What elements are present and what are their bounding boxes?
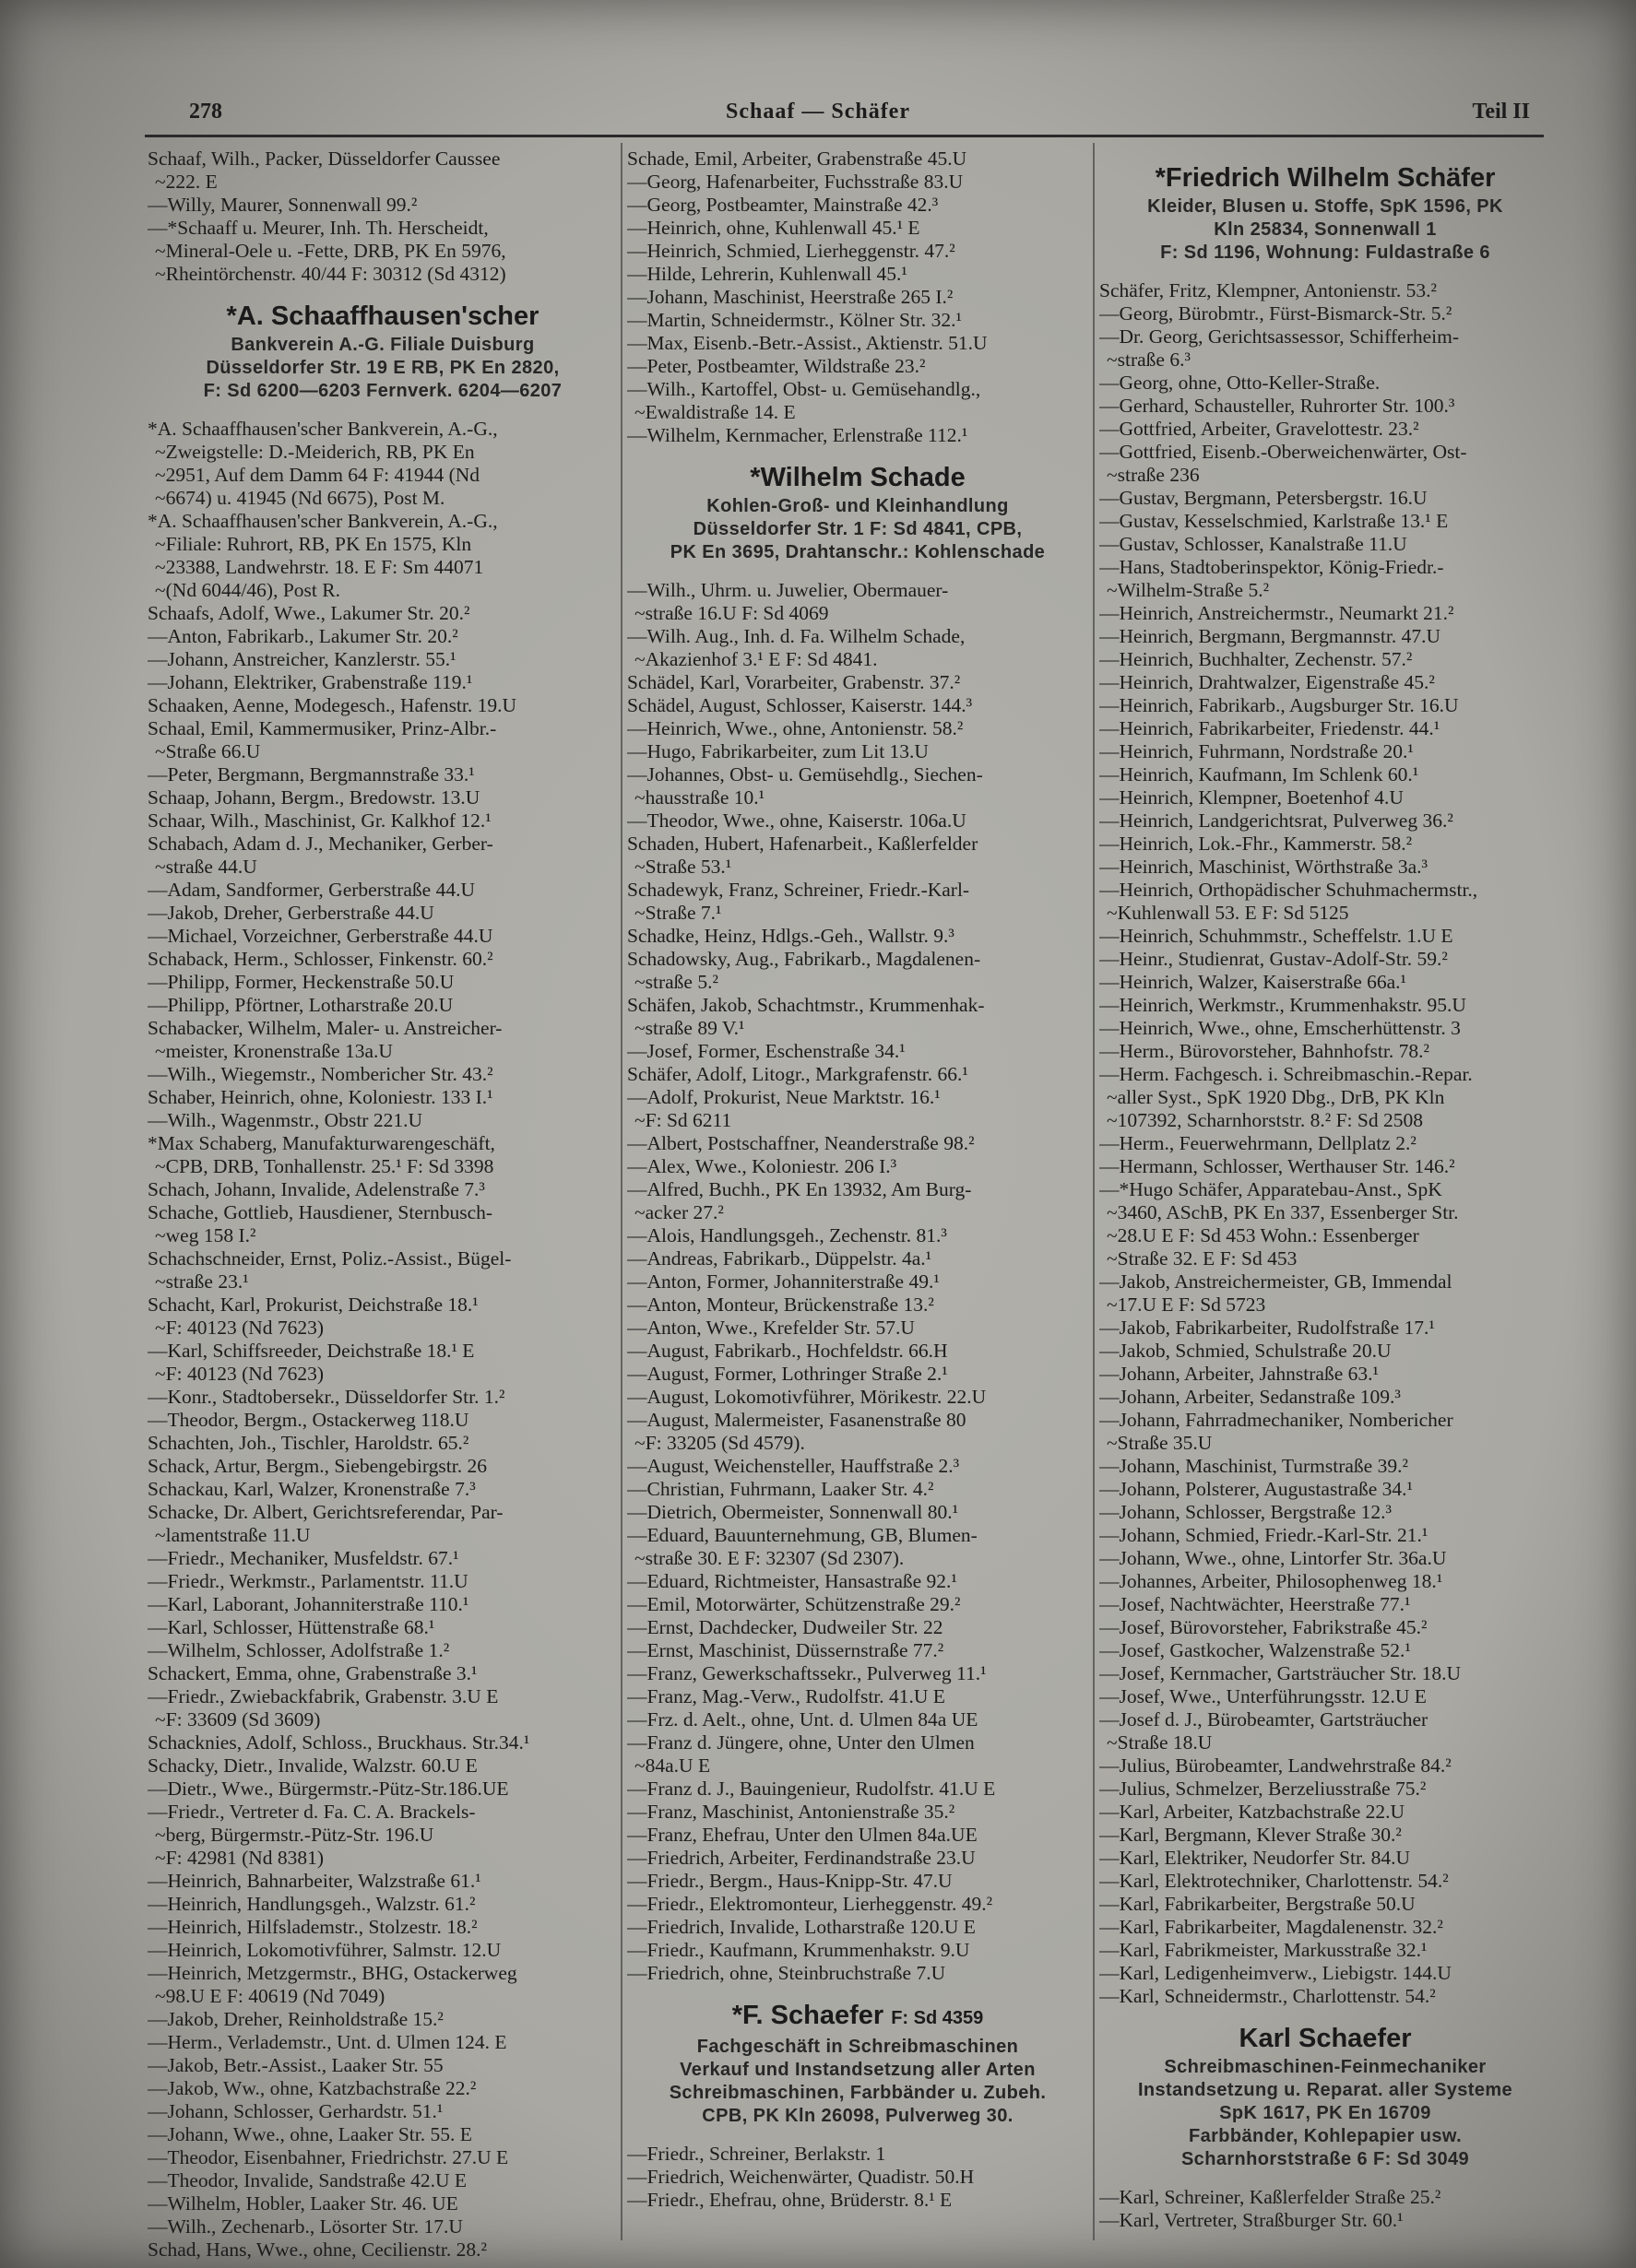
directory-entry-line: ~hausstraße 10.¹ (634, 786, 765, 809)
advertisement-line: Verkauf und Instandsetzung aller Arten (680, 2060, 1036, 2080)
directory-entry-line: —Adam, Sandformer, Gerberstraße 44.U (148, 879, 475, 901)
directory-entry-line: ~F: 40123 (Nd 7623) (155, 1317, 325, 1339)
directory-entry-line: —Friedr., Schreiner, Berlakstr. 1 (627, 2143, 886, 2165)
directory-entry-line: Schacke, Dr. Albert, Gerichtsreferendar, Par- (148, 1501, 504, 1523)
directory-entry-line: —Friedr., Kaufmann, Krummenhakstr. 9.U (627, 1939, 970, 1961)
directory-entry-line: ~Zweigstelle: D.-Meiderich, RB, PK En (155, 441, 475, 463)
advertisement-line: Düsseldorfer Str. 19 E RB, PK En 2820, (206, 358, 560, 378)
directory-entry-line: —Wilh., Zechenarb., Lösorter Str. 17.U (148, 2215, 463, 2238)
directory-entry-line: —Johann, Fahrradmechaniker, Nombericher (1099, 1409, 1453, 1431)
directory-entry-line: —Friedr., Elektromonteur, Lierheggenstr. 49.² (627, 1893, 993, 1915)
directory-entry-line: —Karl, Fabrikmeister, Markusstraße 32.¹ (1099, 1939, 1428, 1961)
directory-entry-line: ~Kuhlenwall 53. E F: Sd 5125 (1107, 902, 1349, 924)
directory-entry-line: —Wilh. Aug., Inh. d. Fa. Wilhelm Schade, (627, 625, 966, 647)
directory-entry-line: —Heinrich, Handlungsgeh., Walzstr. 61.² (148, 1893, 476, 1915)
directory-entry-line: —Heinrich, Schuhmmstr., Scheffelstr. 1.U E (1099, 925, 1453, 947)
directory-entry-line: —Peter, Postbeamter, Wildstraße 23.² (627, 355, 926, 377)
directory-entry-line: Schack, Artur, Bergm., Siebengebirgstr. 26 (148, 1455, 487, 1477)
directory-entry-line: —Julius, Bürobeamter, Landwehrstraße 84.² (1099, 1754, 1452, 1777)
directory-entry-line: Schaap, Johann, Bergm., Bredowstr. 13.U (148, 786, 480, 809)
directory-entry-line: —Hans, Stadtoberinspektor, König-Friedr.- (1099, 556, 1444, 578)
directory-entry-line: ~Straße 18.U (1107, 1731, 1213, 1754)
directory-entry-line: ~Straße 66.U (155, 740, 261, 762)
directory-entry-line: —Theodor, Wwe., ohne, Kaiserstr. 106a.U (627, 809, 966, 832)
directory-entry-line: —Wilh., Kartoffel, Obst- u. Gemüsehandlg., (627, 378, 981, 400)
directory-entry-line: *Max Schaberg, Manufakturwarengeschäft, (148, 1132, 495, 1154)
directory-entry-line: Schädel, August, Schlosser, Kaiserstr. 144.³ (627, 694, 973, 716)
directory-entry-line: —Johann, Wwe., ohne, Lintorfer Str. 36a.U (1099, 1547, 1447, 1569)
directory-entry-line: —Franz, Mag.-Verw., Rudolfstr. 41.U E (627, 1685, 945, 1707)
directory-entry-line: Schaback, Herm., Schlosser, Finkenstr. 60.² (148, 948, 493, 970)
directory-entry-line: —August, Fabrikarb., Hochfeldstr. 66.H (627, 1340, 948, 1362)
directory-entry-line: —Herm. Fachgesch. i. Schreibmaschin.-Repar. (1099, 1063, 1473, 1085)
directory-entry-line: —Wilh., Wiegemstr., Nombericher Str. 43.² (148, 1063, 493, 1085)
directory-entry-line: —Wilhelm, Kernmacher, Erlenstraße 112.¹ (627, 424, 968, 446)
directory-entry-line: —Johann, Wwe., ohne, Laaker Str. 55. E (148, 2123, 472, 2145)
directory-entry-line: ~straße 44.U (155, 856, 257, 878)
directory-entry-line: —Heinrich, Fabrikarbeiter, Friedenstr. 44.¹ (1099, 717, 1440, 739)
directory-entry-line: ~Straße 7.¹ (634, 902, 722, 924)
directory-entry-line: —August, Former, Lothringer Straße 2.¹ (627, 1363, 948, 1385)
directory-entry-line: ~23388, Landwehrstr. 18. E F: Sm 44071 (155, 556, 484, 578)
directory-entry-line: Schäfer, Adolf, Litogr., Markgrafenstr. 66.¹ (627, 1063, 968, 1085)
directory-entry-line: —Heinrich, Walzer, Kaiserstraße 66a.¹ (1099, 971, 1406, 993)
advertisement-box (1099, 2021, 1551, 2171)
directory-entry-line: Schaaf, Wilh., Packer, Düsseldorfer Caussee (148, 148, 501, 170)
directory-entry-line: ~222. E (155, 171, 218, 193)
directory-entry-line: ~Ewaldistraße 14. E (634, 401, 796, 423)
directory-entry-line: Schachschneider, Ernst, Poliz.-Assist., Bügel- (148, 1247, 512, 1270)
directory-entry-line: —Heinr., Studienrat, Gustav-Adolf-Str. 59.² (1099, 948, 1448, 970)
directory-entry-line: —Karl, Elektrotechniker, Charlottenstr. 54.² (1099, 1870, 1449, 1892)
directory-entry-line: —Wilh., Uhrm. u. Juwelier, Obermauer- (627, 579, 949, 601)
advertisement-line: Schreibmaschinen, Farbbänder u. Zubeh. (669, 2083, 1047, 2103)
directory-entry-line: Schach, Johann, Invalide, Adelenstraße 7.³ (148, 1178, 485, 1200)
directory-entry-line: —Philipp, Former, Heckenstraße 50.U (148, 971, 455, 993)
directory-entry-line: —Friedrich, Arbeiter, Ferdinandstraße 23.U (627, 1847, 976, 1869)
directory-entry-line: —Dietrich, Obermeister, Sonnenwall 80.¹ (627, 1501, 959, 1523)
column-2 (627, 148, 1088, 2212)
directory-entry-line: —Karl, Fabrikarbeiter, Magdalenenstr. 32.² (1099, 1916, 1443, 1938)
directory-entry-line: Schabach, Adam d. J., Mechaniker, Gerber- (148, 833, 493, 855)
directory-entry-line: —Heinrich, Schmied, Lierheggenstr. 47.² (627, 240, 955, 262)
directory-entry-line: —Georg, Hafenarbeiter, Fuchsstraße 83.U (627, 171, 964, 193)
directory-entry-line: —August, Lokomotivführer, Mörikestr. 22.U (627, 1386, 987, 1408)
directory-entry-line: —Eduard, Bauunternehmung, GB, Blumen- (627, 1524, 978, 1546)
directory-entry-line: —Philipp, Pförtner, Lotharstraße 20.U (148, 994, 454, 1016)
directory-entry-line: —Friedr., Werkmstr., Parlamentstr. 11.U (148, 1570, 468, 1592)
directory-entry-line: —Gustav, Bergmann, Petersbergstr. 16.U (1099, 487, 1428, 509)
directory-entry-line: —Ernst, Maschinist, Düssernstraße 77.² (627, 1639, 944, 1661)
directory-entry-line: —Josef, Wwe., Unterführungsstr. 12.U E (1099, 1685, 1427, 1707)
directory-entry-line: Schäfer, Fritz, Klempner, Antonienstr. 53.² (1099, 279, 1437, 301)
directory-entry-line: —Karl, Ledigenheimverw., Liebigstr. 144.U (1099, 1962, 1452, 1984)
directory-entry-line: —Karl, Elektriker, Neudorfer Str. 84.U (1099, 1847, 1411, 1869)
directory-entry-line: —Friedrich, Invalide, Lotharstraße 120.U E (627, 1916, 976, 1938)
directory-entry-line: *A. Schaaffhausen'scher Bankverein, A.-G., (148, 418, 498, 440)
directory-entry-line: ~straße 6.³ (1107, 348, 1191, 371)
directory-entry-line: —Herm., Bürovorsteher, Bahnhofstr. 78.² (1099, 1040, 1429, 1062)
directory-entry-line: ~straße 236 (1107, 464, 1200, 486)
directory-entry-line: ~Mineral-Oele u. -Fette, DRB, PK En 5976, (155, 240, 506, 262)
column-3 (1099, 148, 1551, 2232)
directory-entry-line: —Gottfried, Arbeiter, Gravelottestr. 23.² (1099, 418, 1419, 440)
directory-entry-line: —Franz, Gewerkschaftssekr., Pulverweg 11.¹ (627, 1662, 987, 1684)
advertisement-line: Kleider, Blusen u. Stoffe, SpK 1596, PK (1147, 196, 1503, 217)
directory-entry-line: —Hugo, Fabrikarbeiter, zum Lit 13.U (627, 740, 929, 762)
directory-entry-line: —Johannes, Obst- u. Gemüsehdlg., Siechen- (627, 763, 983, 786)
directory-entry-line: —Johann, Polsterer, Augustastraße 34.¹ (1099, 1478, 1413, 1500)
directory-entry-line: —Georg, Bürobmtr., Fürst-Bismarck-Str. 5.² (1099, 302, 1452, 325)
advertisement-line: CPB, PK Kln 26098, Pulverweg 30. (702, 2106, 1014, 2126)
directory-entry-line: —Anton, Wwe., Krefelder Str. 57.U (627, 1317, 915, 1339)
directory-entry-line: Schacky, Dietr., Invalide, Walzstr. 60.U E (148, 1754, 478, 1777)
advertisement-title (148, 299, 618, 334)
directory-entry-line: —Johann, Anstreicher, Kanzlerstr. 55.¹ (148, 648, 456, 670)
directory-entry-line: —Heinrich, Klempner, Boetenhof 4.U (1099, 786, 1404, 809)
directory-entry-line: ~2951, Auf dem Damm 64 F: 41944 (Nd (155, 464, 480, 486)
directory-entry-line: —Alex, Wwe., Koloniestr. 206 I.³ (627, 1155, 897, 1177)
directory-entry-line: —Johann, Arbeiter, Jahnstraße 63.¹ (1099, 1363, 1379, 1385)
directory-entry-line: —Friedr., Vertreter d. Fa. C. A. Brackels- (148, 1801, 476, 1823)
directory-entry-line: —Heinrich, ohne, Kuhlenwall 45.¹ E (627, 217, 920, 239)
directory-entry-line: —Martin, Schneidermstr., Kölner Str. 32.¹ (627, 309, 962, 331)
advertisement-title (1099, 160, 1551, 195)
directory-entry-line: —Friedr., Zwiebackfabrik, Grabenstr. 3.U E (148, 1685, 499, 1707)
directory-entry-line: —Johannes, Arbeiter, Philosophenweg 18.¹ (1099, 1570, 1443, 1592)
directory-entry-line: —Adolf, Prokurist, Neue Marktstr. 16.¹ (627, 1086, 941, 1108)
advertisement-line: F: Sd 6200—6203 Fernverk. 6204—6207 (203, 381, 563, 401)
directory-entry-line: Schaber, Heinrich, ohne, Koloniestr. 133 I.¹ (148, 1086, 493, 1108)
directory-entry-line: ~17.U E F: Sd 5723 (1107, 1293, 1266, 1316)
directory-entry-line: —Dietr., Wwe., Bürgermstr.-Pütz-Str.186.UE (148, 1778, 509, 1800)
directory-entry-line: —Theodor, Bergm., Ostackerweg 118.U (148, 1409, 469, 1431)
advertisement-line: Kln 25834, Sonnenwall 1 (1214, 219, 1437, 240)
directory-entry-line: ~84a.U E (634, 1754, 711, 1777)
directory-entry-line: —Karl, Arbeiter, Katzbachstraße 22.U (1099, 1801, 1405, 1823)
advertisement-line: Bankverein A.-G. Filiale Duisburg (231, 335, 535, 355)
directory-entry-line: —Karl, Schlosser, Hüttenstraße 68.¹ (148, 1616, 435, 1638)
directory-entry-line: —Wilhelm, Schlosser, Adolfstraße 1.² (148, 1639, 450, 1661)
directory-entry-line: —Friedrich, Weichenwärter, Quadistr. 50.H (627, 2166, 975, 2188)
directory-entry-line: —Konr., Stadtobersekr., Düsseldorfer Str. 1.² (148, 1386, 505, 1408)
column-divider (1093, 143, 1095, 2240)
directory-entry-line: ~Filiale: Ruhrort, RB, PK En 1575, Kln (155, 533, 472, 555)
page-number: 278 (189, 100, 222, 124)
directory-entry-line: —Albert, Postschaffner, Neanderstraße 98.² (627, 1132, 975, 1154)
directory-entry-line: Schadowsky, Aug., Fabrikarb., Magdalenen- (627, 948, 981, 970)
directory-entry-line: Schade, Emil, Arbeiter, Grabenstraße 45.U (627, 148, 967, 170)
directory-entry-line: Schädel, Karl, Vorarbeiter, Grabenstr. 37.² (627, 671, 961, 693)
directory-entry-line: ~(Nd 6044/46), Post R. (155, 579, 340, 601)
advertisement-line: Scharnhorststraße 6 F: Sd 3049 (1180, 2149, 1470, 2169)
directory-entry-line: —Heinrich, Anstreichermstr., Neumarkt 21.² (1099, 602, 1454, 624)
directory-entry-line: —*Schaaff u. Meurer, Inh. Th. Herscheidt, (148, 217, 489, 239)
directory-entry-line: —Heinrich, Werkmstr., Krummenhakstr. 95.U (1099, 994, 1466, 1016)
directory-entry-line: —Friedr., Mechaniker, Musfeldstr. 67.¹ (148, 1547, 459, 1569)
advertisement-title-text: *F. Schaefer (731, 2001, 884, 2030)
directory-entry-line: —Heinrich, Lok.-Fhr., Kammerstr. 58.² (1099, 833, 1413, 855)
directory-entry-line: ~Straße 32. E F: Sd 453 (1107, 1247, 1298, 1270)
directory-entry-line: *A. Schaaffhausen'scher Bankverein, A.-G., (148, 510, 498, 532)
directory-entry-line: ~F: 40123 (Nd 7623) (155, 1363, 325, 1385)
directory-entry-line: —Jakob, Betr.-Assist., Laaker Str. 55 (148, 2054, 444, 2076)
directory-entry-line: —Josef, Bürovorsteher, Fabrikstraße 45.² (1099, 1616, 1428, 1638)
directory-entry-line: ~Straße 35.U (1107, 1432, 1213, 1454)
directory-entry-line: Schachten, Joh., Tischler, Haroldstr. 65.² (148, 1432, 469, 1454)
directory-entry-line: ~aller Syst., SpK 1920 Dbg., DrB, PK Kln (1107, 1086, 1445, 1108)
directory-entry-line: —Jakob, Fabrikarbeiter, Rudolfstraße 17.¹ (1099, 1317, 1435, 1339)
advertisement-title-text: *A. Schaaffhausen'scher (226, 301, 539, 331)
directory-entry-line: —Herm., Feuerwehrmann, Dellplatz 2.² (1099, 1132, 1417, 1154)
directory-entry-line: —Herm., Verlademstr., Unt. d. Ulmen 124. E (148, 2031, 507, 2053)
directory-entry-line: Schadewyk, Franz, Schreiner, Friedr.-Karl- (627, 879, 970, 901)
directory-entry-line: —Georg, ohne, Otto-Keller-Straße. (1099, 372, 1381, 394)
directory-entry-line: —Karl, Fabrikarbeiter, Bergstraße 50.U (1099, 1893, 1416, 1915)
directory-entry-line: Schacknies, Adolf, Schloss., Bruckhaus. Str.34.¹ (148, 1731, 530, 1754)
directory-entry-line: —Heinrich, Wwe., ohne, Antonienstr. 58.² (627, 717, 964, 739)
directory-entry-line: —Josef, Nachtwächter, Heerstraße 77.¹ (1099, 1593, 1411, 1615)
advertisement-line: Instandsetzung u. Reparat. aller Systeme (1137, 2080, 1513, 2100)
directory-entry-line: —Josef, Former, Eschenstraße 34.¹ (627, 1040, 906, 1062)
advertisement-title-text: Karl Schaefer (1239, 2024, 1412, 2053)
directory-entry-line: ~straße 89 V.¹ (634, 1017, 745, 1039)
directory-entry-line: Schaal, Emil, Kammermusiker, Prinz-Albr.- (148, 717, 497, 739)
directory-entry-line: Schacht, Karl, Prokurist, Deichstraße 18.¹ (148, 1293, 479, 1316)
directory-entry-line: Schäfen, Jakob, Schachtmstr., Krummenhak- (627, 994, 985, 1016)
directory-entry-line: ~meister, Kronenstraße 13a.U (155, 1040, 393, 1062)
directory-entry-line: —Gerhard, Schausteller, Ruhrorter Str. 100.³ (1099, 395, 1455, 417)
directory-entry-line: —Theodor, Eisenbahner, Friedrichstr. 27.U E (148, 2146, 509, 2168)
directory-entry-line: —Hermann, Schlosser, Werthauser Str. 146.² (1099, 1155, 1455, 1177)
directory-entry-line: ~6674) u. 41945 (Nd 6675), Post M. (155, 487, 445, 509)
directory-entry-line: —Johann, Elektriker, Grabenstraße 119.¹ (148, 671, 473, 693)
column-1 (148, 148, 618, 2262)
directory-entry-line: ~weg 158 I.² (155, 1224, 256, 1246)
directory-entry-line: —Eduard, Richtmeister, Hansastraße 92.¹ (627, 1570, 957, 1592)
directory-entry-line: —Jakob, Anstreichermeister, GB, Immendal (1099, 1270, 1452, 1293)
advertisement-box (627, 1998, 1088, 2128)
directory-entry-line: Schackau, Karl, Walzer, Kronenstraße 7.³ (148, 1478, 476, 1500)
advertisement-line: PK En 3695, Drahtanschr.: Kohlenschade (670, 542, 1046, 562)
directory-entry-line: —Karl, Laborant, Johanniterstraße 110.¹ (148, 1593, 469, 1615)
directory-entry-line: —Karl, Schneidermstr., Charlottenstr. 54.² (1099, 1985, 1436, 2007)
directory-entry-line: Schaden, Hubert, Hafenarbeit., Kaßlerfelder (627, 833, 978, 855)
directory-entry-line: ~98.U E F: 40619 (Nd 7049) (155, 1985, 385, 2007)
directory-entry-line: ~straße 5.² (634, 971, 718, 993)
header-rule (145, 135, 1544, 137)
directory-entry-line: ~acker 27.² (634, 1201, 724, 1223)
directory-entry-line: —Alois, Handlungsgeh., Zechenstr. 81.³ (627, 1224, 947, 1246)
directory-entry-line: —Franz d. J., Bauingenieur, Rudolfstr. 41.U E (627, 1778, 996, 1800)
column-divider (621, 143, 622, 2240)
directory-entry-line: —Heinrich, Buchhalter, Zechenstr. 57.² (1099, 648, 1413, 670)
directory-entry-line: —Ernst, Dachdecker, Dudweiler Str. 22 (627, 1616, 943, 1638)
directory-entry-line: Schache, Gottlieb, Hausdiener, Sternbusch- (148, 1201, 493, 1223)
directory-entry-line: ~F: 33205 (Sd 4579). (634, 1432, 805, 1454)
advertisement-line: Farbbänder, Kohlepapier usw. (1188, 2126, 1463, 2146)
advertisement-line: SpK 1617, PK En 16709 (1219, 2103, 1431, 2123)
directory-entry-line: —*Hugo Schäfer, Apparatebau-Anst., SpK (1099, 1178, 1442, 1200)
directory-entry-line: Schabacker, Wilhelm, Maler- u. Anstreicher- (148, 1017, 503, 1039)
directory-entry-line: ~F: 42981 (Nd 8381) (155, 1847, 325, 1869)
directory-entry-line: —Friedrich, ohne, Steinbruchstraße 7.U (627, 1962, 946, 1984)
advertisement-phone: F: Sd 4359 (891, 2008, 984, 2028)
directory-entry-line: —Josef, Kernmacher, Gartsträucher Str. 18.U (1099, 1662, 1461, 1684)
directory-entry-line: —Josef d. J., Bürobeamter, Gartsträucher (1099, 1708, 1429, 1731)
directory-entry-line: ~F: Sd 6211 (634, 1109, 732, 1131)
directory-entry-line: ~straße 23.¹ (155, 1270, 249, 1293)
directory-entry-line: —Heinrich, Bergmann, Bergmannstr. 47.U (1099, 625, 1441, 647)
advertisement-line: Schreibmaschinen-Feinmechaniker (1164, 2057, 1487, 2077)
directory-entry-line: —Karl, Bergmann, Klever Straße 30.² (1099, 1824, 1402, 1846)
directory-entry-line: —Anton, Former, Johanniterstraße 49.¹ (627, 1270, 940, 1293)
directory-entry-line: ~berg, Bürgermstr.-Pütz-Str. 196.U (155, 1824, 434, 1846)
directory-entry-line: —Anton, Monteur, Brückenstraße 13.² (627, 1293, 934, 1316)
directory-entry-line: —Gottfried, Eisenb.-Oberweichenwärter, Ost- (1099, 441, 1467, 463)
directory-entry-line: —Johann, Maschinist, Heerstraße 265 I.² (627, 286, 954, 308)
directory-entry-line: ~107392, Scharnhorststr. 8.² F: Sd 2508 (1107, 1109, 1423, 1131)
directory-entry-line: —Heinrich, Lokomotivführer, Salmstr. 12.U (148, 1939, 502, 1961)
directory-entry-line: —Heinrich, Drahtwalzer, Eigenstraße 45.² (1099, 671, 1435, 693)
directory-entry-line: —Karl, Vertreter, Straßburger Str. 60.¹ (1099, 2209, 1404, 2231)
directory-entry-line: Schadke, Heinz, Hdlgs.-Geh., Wallstr. 9.³ (627, 925, 954, 947)
directory-entry-line: —Heinrich, Fabrikarb., Augsburger Str. 16.U (1099, 694, 1459, 716)
directory-entry-line: —Christian, Fuhrmann, Laaker Str. 4.² (627, 1478, 934, 1500)
directory-entry-line: —Wilhelm, Hobler, Laaker Str. 46. UE (148, 2192, 458, 2215)
directory-entry-line: Schaafs, Adolf, Wwe., Lakumer Str. 20.² (148, 602, 470, 624)
directory-entry-line: —Heinrich, Orthopädischer Schuhmachermstr., (1099, 879, 1478, 901)
directory-entry-line: —Franz, Maschinist, Antonienstraße 35.² (627, 1801, 955, 1823)
directory-entry-line: —Max, Eisenb.-Betr.-Assist., Aktienstr. 51.U (627, 332, 988, 354)
directory-entry-line: —Heinrich, Fuhrmann, Nordstraße 20.¹ (1099, 740, 1414, 762)
directory-entry-line: —Franz, Ehefrau, Unter den Ulmen 84a.UE (627, 1824, 978, 1846)
advertisement-title-text: *Wilhelm Schade (750, 463, 966, 492)
directory-entry-line: —Johann, Schmied, Friedr.-Karl-Str. 21.¹ (1099, 1524, 1429, 1546)
directory-entry-line: —Friedr., Bergm., Haus-Knipp-Str. 47.U (627, 1870, 953, 1892)
directory-entry-line: —Anton, Fabrikarb., Lakumer Str. 20.² (148, 625, 458, 647)
directory-entry-line: —August, Weichensteller, Hauffstraße 2.³ (627, 1455, 960, 1477)
advertisement-title-text: *Friedrich Wilhelm Schäfer (1155, 163, 1496, 193)
directory-entry-line: —Hilde, Lehrerin, Kuhlenwall 45.¹ (627, 263, 907, 285)
directory-entry-line: ~Akazienhof 3.¹ E F: Sd 4841. (634, 648, 878, 670)
directory-entry-line: —Jakob, Dreher, Gerberstraße 44.U (148, 902, 434, 924)
advertisement-box (1099, 160, 1551, 265)
directory-entry-line: —Johann, Arbeiter, Sedanstraße 109.³ (1099, 1386, 1401, 1408)
page-running-title: Schaaf — Schäfer (726, 100, 910, 124)
directory-entry-line: Schackert, Emma, ohne, Grabenstraße 3.¹ (148, 1662, 478, 1684)
directory-entry-line: ~Straße 53.¹ (634, 856, 732, 878)
directory-entry-line: —Julius, Schmelzer, Berzeliusstraße 75.² (1099, 1778, 1427, 1800)
directory-entry-line: —Johann, Maschinist, Turmstraße 39.² (1099, 1455, 1408, 1477)
directory-entry-line: —Peter, Bergmann, Bergmannstraße 33.¹ (148, 763, 475, 786)
directory-entry-line: —Frz. d. Aelt., ohne, Unt. d. Ulmen 84a UE (627, 1708, 978, 1731)
directory-entry-line: —Wilh., Wagenmstr., Obstr 221.U (148, 1109, 422, 1131)
directory-entry-line: ~lamentstraße 11.U (155, 1524, 311, 1546)
advertisement-line: Kohlen-Groß- und Kleinhandlung (706, 496, 1009, 516)
directory-entry-line: —Dr. Georg, Gerichtsassessor, Schifferheim- (1099, 325, 1460, 348)
advertisement-title (627, 1998, 1088, 2036)
directory-entry-line: ~straße 30. E F: 32307 (Sd 2307). (634, 1547, 905, 1569)
directory-entry-line: —Theodor, Invalide, Sandstraße 42.U E (148, 2169, 468, 2191)
directory-entry-line: —Jakob, Ww., ohne, Katzbachstraße 22.² (148, 2077, 477, 2099)
directory-entry-line: —Gustav, Schlosser, Kanalstraße 11.U (1099, 533, 1407, 555)
directory-entry-line: —Karl, Schreiner, Kaßlerfelder Straße 25.² (1099, 2186, 1441, 2208)
directory-entry-line: —Heinrich, Metzgermstr., BHG, Ostackerweg (148, 1962, 517, 1984)
directory-entry-line: —Josef, Gastkocher, Walzenstraße 52.¹ (1099, 1639, 1411, 1661)
directory-entry-line: —Heinrich, Maschinist, Wörthstraße 3a.³ (1099, 856, 1428, 878)
directory-entry-line: —Heinrich, Hilfslademstr., Stolzestr. 18.² (148, 1916, 478, 1938)
advertisement-box (627, 460, 1088, 564)
directory-entry-line: —Heinrich, Bahnarbeiter, Walzstraße 61.¹ (148, 1870, 481, 1892)
directory-entry-line: Schaar, Wilh., Maschinist, Gr. Kalkhof 12.¹ (148, 809, 492, 832)
directory-entry-line: —Karl, Schiffsreeder, Deichstraße 18.¹ E (148, 1340, 475, 1362)
advertisement-line: Düsseldorfer Str. 1 F: Sd 4841, CPB, (693, 519, 1023, 539)
directory-entry-line: —Andreas, Fabrikarb., Düppelstr. 4a.¹ (627, 1247, 932, 1270)
directory-entry-line: —Heinrich, Landgerichtsrat, Pulverweg 36.² (1099, 809, 1453, 832)
directory-entry-line: —Michael, Vorzeichner, Gerberstraße 44.U (148, 925, 493, 947)
directory-entry-line: —Friedr., Ehefrau, ohne, Brüderstr. 8.¹ E (627, 2189, 953, 2211)
directory-entry-line: —Heinrich, Wwe., ohne, Emscherhüttenstr. 3 (1099, 1017, 1461, 1039)
directory-entry-line: —Heinrich, Kaufmann, Im Schlenk 60.¹ (1099, 763, 1419, 786)
directory-entry-line: ~F: 33609 (Sd 3609) (155, 1708, 321, 1731)
directory-entry-line: ~Wilhelm-Straße 5.² (1107, 579, 1270, 601)
directory-entry-line: —Gustav, Kesselschmied, Karlstraße 13.¹ E (1099, 510, 1449, 532)
page-part-label: Teil II (1472, 100, 1530, 124)
advertisement-line: Fachgeschäft in Schreibmaschinen (696, 2037, 1019, 2057)
directory-entry-line: ~straße 16.U F: Sd 4069 (634, 602, 829, 624)
advertisement-box (148, 299, 618, 403)
directory-entry-line: —Johann, Schlosser, Gerhardstr. 51.¹ (148, 2100, 444, 2122)
directory-entry-line: —Johann, Schlosser, Bergstraße 12.³ (1099, 1501, 1392, 1523)
directory-entry-line: —Emil, Motorwärter, Schützenstraße 29.² (627, 1593, 961, 1615)
directory-entry-line: —August, Malermeister, Fasanenstraße 80 (627, 1409, 966, 1431)
directory-entry-line: —Franz d. Jüngere, ohne, Unter den Ulmen (627, 1731, 975, 1754)
directory-entry-line: ~28.U E F: Sd 453 Wohn.: Essenberger (1107, 1224, 1419, 1246)
directory-entry-line: —Alfred, Buchh., PK En 13932, Am Burg- (627, 1178, 972, 1200)
directory-entry-line: —Jakob, Schmied, Schulstraße 20.U (1099, 1340, 1392, 1362)
directory-entry-line: ~3460, ASchB, PK En 337, Essenberger Str. (1107, 1201, 1459, 1223)
directory-entry-line: Schaaken, Aenne, Modegesch., Hafenstr. 19.U (148, 694, 517, 716)
directory-entry-line: —Willy, Maurer, Sonnenwall 99.² (148, 194, 418, 216)
directory-entry-line: —Jakob, Dreher, Reinholdstraße 15.² (148, 2008, 444, 2030)
directory-entry-line: ~Rheintörchenstr. 40/44 F: 30312 (Sd 4312) (155, 263, 506, 285)
directory-entry-line: Schad, Hans, Wwe., ohne, Cecilienstr. 28.² (148, 2238, 487, 2261)
advertisement-title (627, 460, 1088, 495)
advertisement-line: F: Sd 1196, Wohnung: Fuldastraße 6 (1160, 242, 1490, 263)
directory-entry-line: —Georg, Postbeamter, Mainstraße 42.³ (627, 194, 939, 216)
advertisement-title (1099, 2021, 1551, 2056)
directory-entry-line: ~CPB, DRB, Tonhallenstr. 25.¹ F: Sd 3398 (155, 1155, 494, 1177)
